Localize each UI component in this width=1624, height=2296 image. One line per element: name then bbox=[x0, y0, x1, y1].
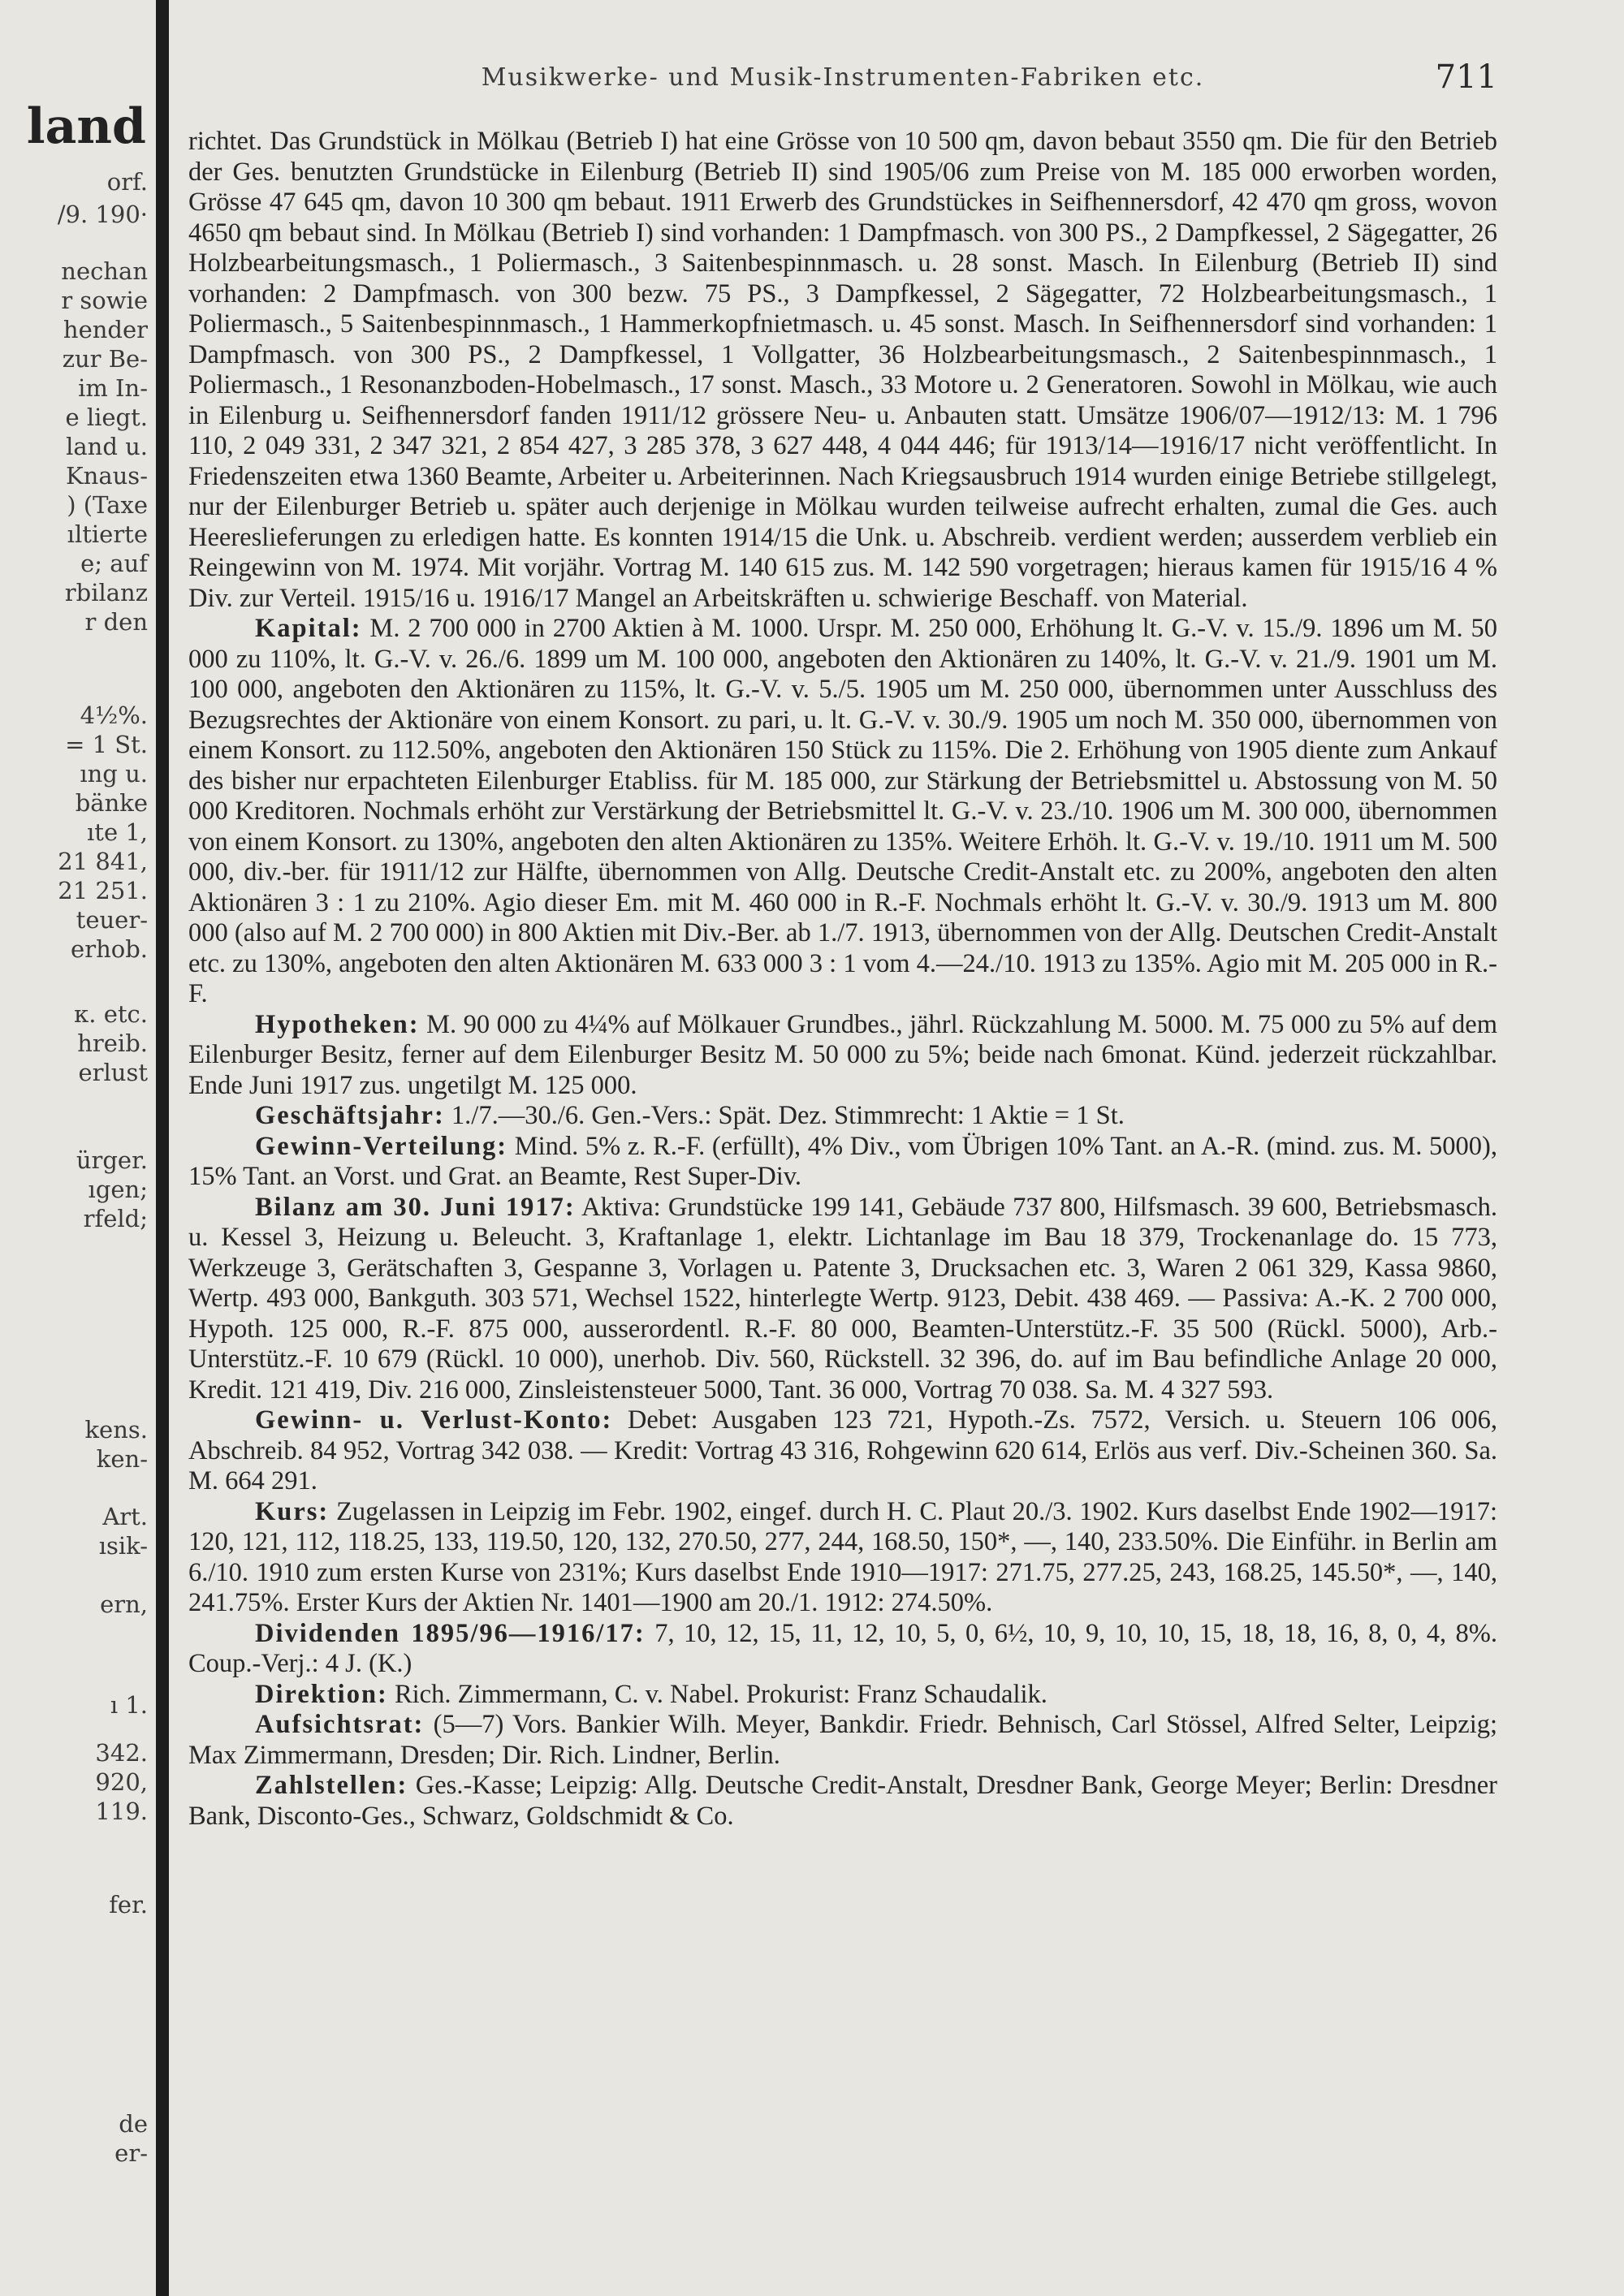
section-label: Direktion: bbox=[255, 1679, 388, 1709]
margin-fragment: rfeld; bbox=[83, 1205, 148, 1232]
margin-fragment: r den bbox=[84, 608, 148, 636]
section-text: Aktiva: Grundstücke 199 141, Gebäude 737 800, Hilfsmasch. 39 600, Betriebsmasch. u. Kessel 3, Heizung u. Beleucht. 3, Kraftanlage 1, elektr. Lichtanlage im Bau 18 379, Trockenanlage do. 15 773, Werkzeuge 3, Gerätschaften 3, Gespanne 3, Vorlagen u. Patente 3, Drucksachen etc. 3, Waren 2 061 329, Kassa 9860, Wertp. 493 000, Bankguth. 303 571, Wechsel 1522, hinterlegte Wertp. 9123, Debit. 438 469. — Passiva: A.-K. 2 700 000, Hypoth. 125 000, R.-F. 875 000, ausserordentl. R.-F. 80 000, Beamten-Unterstütz.-F. 35 500 (Rückl. 5000), Arb.-Unterstütz.-F. 10 679 (Rückl. 10 000), unerhob. Div. 560, Rückstell. 32 396, do. auf im Bau befindliche Anlage 20 000, Kredit. 121 419, Div. 216 000, Zinsleistensteuer 5000, Tant. 36 000, Vortrag 70 038. Sa. M. 4 327 593. bbox=[188, 1192, 1497, 1405]
margin-fragment: ern, bbox=[100, 1590, 148, 1618]
margin-fragment: e; auf bbox=[80, 550, 148, 577]
margin-fragment: ıng u. bbox=[80, 760, 148, 788]
entry-paragraph bbox=[188, 1771, 1497, 1832]
section-label: Gewinn-Verteilung: bbox=[255, 1131, 508, 1161]
margin-fragment: r sowie bbox=[61, 287, 148, 314]
section-text: Mind. 5% z. R.-F. (erfüllt), 4% Div., vom Übrigen 10% Tant. an A.-R. (mind. zus. M. 5000), 15% Tant. an Vorst. und Grat. an Beamte, Rest Super-Div. bbox=[188, 1131, 1498, 1191]
entry-paragraph bbox=[188, 1680, 1497, 1711]
margin-fragment: 4½%. bbox=[80, 701, 148, 729]
margin-fragment: nechan bbox=[61, 257, 148, 285]
entry-paragraph bbox=[188, 1193, 1497, 1406]
section-text: 1./7.—30./6. Gen.-Vers.: Spät. Dez. Stimmrecht: 1 Aktie = 1 St. bbox=[451, 1101, 1125, 1130]
margin-fragment: land bbox=[26, 98, 146, 155]
page-header bbox=[188, 58, 1497, 104]
margin-fragment: 342. bbox=[95, 1739, 148, 1767]
section-text: Debet: Ausgaben 123 721, Hypoth.-Zs. 7572, Versich. u. Steuern 106 006, Abschreib. 84 952, Vortrag 342 038. — Kredit: Vortrag 43 316, Rohgewinn 620 614, Erlös aus verf. Div.-Scheinen 360. Sa. M. 664 291. bbox=[188, 1405, 1497, 1495]
margin-fragment: Art. bbox=[102, 1503, 148, 1530]
margin-fragment: orf. bbox=[106, 168, 148, 196]
margin-fragment: bänke bbox=[75, 789, 148, 817]
margin-fragment: erlust bbox=[78, 1059, 148, 1086]
section-text: richtet. Das Grundstück in Mölkau (Betrieb I) hat eine Grösse von 10 500 qm, davon bebaut 3550 qm. Die für den Betrieb der Ges. benutzten Grundstücke in Eilenburg (Betrieb II) sind 1905/06 zum Preise von M. 185 000 erworben worden, Grösse 47 645 qm, davon 10 300 qm bebaut. 1911 Erwerb des Grundstückes in Seifhennersdorf, 42 470 qm gross, wovon 4650 qm bebaut sind. In Mölkau (Betrieb I) sind vorhanden: 1 Dampfmasch. von 300 PS., 2 Dampfkessel, 2 Sägegatter, 26 Holzbearbeitungsmasch., 1 Poliermasch., 3 Saitenbespinnmasch. u. 28 sonst. Masch. In Eilenburg (Betrieb II) sind vorhanden: 2 Dampfmasch. von 300 bezw. 75 PS., 3 Dampfkessel, 2 Sägegatter, 72 Holzbearbeitungsmasch., 1 Poliermasch., 5 Saitenbespinnmasch., 1 Hammerkopfnietmasch. u. 45 sonst. Masch. In Seifhennersdorf sind vorhanden: 1 Dampfmasch. von 300 PS., 2 Dampfkessel, 1 Vollgatter, 36 Holzbearbeitungsmasch., 2 Saitenbespinnmasch., 1 Poliermasch., 1 Resonanzboden-Hobelmasch., 17 sonst. Masch., 33 Motore u. 2 Generatoren. Sowohl in Mölkau, wie auch in Eilenburg u. Seifhennersdorf fanden 1911/12 grössere Neu- u. Anbauten statt. Umsätze 1906/07—1912/13: M. 1 796 110, 2 049 331, 2 347 321, 2 854 427, 3 285 378, 3 627 448, 4 044 446; für 1913/14—1916/17 nicht veröffentlicht. In Friedenszeiten etwa 1360 Beamte, Arbeiter u. Arbeiterinnen. Nach Kriegsausbruch 1914 wurden einige Betriebe stillgelegt, nur der Eilenburger Betrieb u. später auch derjenige in Mölkau wurden teilweise aufrecht erhalten, zumal die Ges. auch Heereslieferungen zu erledigen hatte. Es konnten 1914/15 die Unk. u. Abschreib. verdient werden; ausserdem verblieb ein Reingewinn von M. 1974. Mit vorjähr. Vortrag M. 140 615 zus. M. 142 590 vorgetragen; hieraus kamen für 1915/16 4 % Div. zur Verteil. 1915/16 u. 1916/17 Mangel an Arbeitskräften u. schwierige Beschaff. von Material. bbox=[188, 127, 1497, 613]
margin-fragment: im In- bbox=[78, 374, 148, 402]
entry-paragraph bbox=[188, 1132, 1497, 1193]
margin-fragment: ürger. bbox=[76, 1146, 148, 1174]
margin-fragment: fer. bbox=[109, 1891, 148, 1918]
entry-paragraph bbox=[188, 1405, 1497, 1497]
margin-fragment: ıgen; bbox=[88, 1176, 148, 1203]
section-label: Dividenden 1895/96—1916/17: bbox=[255, 1618, 646, 1648]
margin-fragment: 920, bbox=[95, 1768, 148, 1796]
margin-fragment: hreib. bbox=[77, 1029, 148, 1057]
adjacent-page-fragment bbox=[0, 0, 151, 2296]
margin-fragment: κ. etc. bbox=[74, 1000, 148, 1028]
margin-fragment: land u. bbox=[66, 433, 148, 460]
margin-fragment: ıltierte bbox=[67, 520, 148, 548]
margin-fragment: kens. bbox=[84, 1416, 148, 1444]
company-entry-body bbox=[188, 127, 1497, 1832]
margin-fragment: erhob. bbox=[71, 935, 148, 963]
section-text: M. 2 700 000 in 2700 Aktien à M. 1000. Urspr. M. 250 000, Erhöhung lt. G.-V. v. 15./9. 1896 um M. 50 000 zu 110%, lt. G.-V. v. 26./6. 1899 um M. 100 000, angeboten den Aktionären zu 140%, lt. G.-V. v. 21./9. 1901 um M. 100 000, angeboten den Aktionären zu 115%, lt. G.-V. v. 5./5. 1905 um M. 250 000, übernommen unter Ausschluss des Bezugsrechtes der Aktionäre von einem Konsort. zu pari, u. lt. G.-V. v. 30./9. 1905 um noch M. 350 000, übernommen von einem Konsort. zu 112.50%, angeboten den Aktionären 150 Stück zu 115%. Die 2. Erhöhung von 1905 diente zum Ankauf des bisher nur erpachteten Eilenburger Etabliss. für M. 185 000, zur Stärkung der Betriebsmittel u. Abstossung von M. 50 000 Kreditoren. Nochmals erhöht zur Verstärkung der Betriebsmittel lt. G.-V. v. 23./10. 1906 um M. 300 000, übernommen von einem Konsort. zu 130%, angeboten den alten Aktionären zu 135%. Weitere Erhöh. lt. G.-V. v. 19./10. 1911 um M. 500 000, div.-ber. für 1911/12 zur Hälfte, übernommen von Allg. Deutsche Credit-Anstalt etc. zu 200%, angeboten den alten Aktionären 3 : 1 zu 210%. Agio dieser Em. mit M. 460 000 in R.-F. Nochmals erhöht lt. G.-V. v. 30./9. 1913 um M. 800 000 (also auf M. 2 700 000) in 800 Aktien mit Div.-Ber. ab 1./7. 1913, übernommen von der Allg. Deutschen Credit-Anstalt etc. zu 130%, angeboten den alten Aktionären M. 633 000 3 : 1 vom 4.—24./10. 1913 zu 135%. Agio mit M. 205 000 in R.-F. bbox=[188, 614, 1498, 1008]
margin-fragment: = 1 St. bbox=[65, 731, 148, 758]
entry-paragraph bbox=[188, 1710, 1497, 1771]
section-label: Hypotheken: bbox=[255, 1009, 420, 1039]
entry-paragraph bbox=[188, 1010, 1497, 1102]
entry-paragraph bbox=[188, 614, 1497, 1010]
section-text: 7, 10, 12, 15, 11, 12, 10, 5, 0, 6½, 10, 9, 10, 10, 15, 18, 18, 16, 8, 0, 4, 8%. Coup.-Verj.: 4 J. (K.) bbox=[188, 1618, 1498, 1678]
section-text: Zugelassen in Leipzig im Febr. 1902, eingef. durch H. C. Plaut 20./3. 1902. Kurs daselbst Ende 1902—1917: 120, 121, 112, 118.25, 133, 119.50, 120, 132, 270.50, 277, 244, 168.50, 150*, —, 140, 233.50%. Die Einführ. in Berlin am 6./10. 1910 zum ersten Kurse von 231%; Kurs daselbst Ende 1910—1917: 271.75, 277.25, 243, 168.25, 145.50*, —, 140, 241.75%. Erster Kurs der Aktien Nr. 1401—1900 am 20./1. 1912: 274.50%. bbox=[188, 1496, 1497, 1617]
section-text: Ges.-Kasse; Leipzig: Allg. Deutsche Credit-Anstalt, Dresdner Bank, George Meyer; Berlin: Dresdner Bank, Disconto-Ges., Schwarz, Goldschmidt & Co. bbox=[188, 1771, 1498, 1831]
margin-fragment: ken- bbox=[96, 1445, 148, 1473]
page-number: 711 bbox=[1435, 58, 1497, 96]
section-label: Bilanz am 30. Juni 1917: bbox=[255, 1192, 576, 1222]
section-label: Aufsichtsrat: bbox=[255, 1710, 425, 1739]
section-text: (5—7) Vors. Bankier Wilh. Meyer, Bankdir. Friedr. Behnisch, Carl Stössel, Alfred Selter, Leipzig; Max Zimmermann, Dresden; Dir. Rich. Lindner, Berlin. bbox=[188, 1710, 1498, 1770]
margin-fragment: ısik- bbox=[98, 1532, 148, 1560]
section-text: Rich. Zimmermann, C. v. Nabel. Prokurist: Franz Schaudalik. bbox=[394, 1679, 1047, 1709]
margin-fragment: ıte 1, bbox=[87, 818, 148, 846]
margin-fragment: ) (Taxe bbox=[67, 491, 148, 519]
entry-paragraph bbox=[188, 127, 1497, 614]
margin-fragment: er- bbox=[114, 2139, 148, 2167]
margin-fragment: /9. 190· bbox=[57, 201, 148, 228]
margin-fragment: e liegt. bbox=[65, 404, 148, 431]
margin-fragment: teuer- bbox=[76, 906, 148, 934]
section-label: Zahlstellen: bbox=[255, 1771, 408, 1800]
section-label: Geschäftsjahr: bbox=[255, 1101, 445, 1130]
entry-paragraph bbox=[188, 1619, 1497, 1680]
section-label: Kurs: bbox=[255, 1496, 330, 1526]
gutter-rule bbox=[156, 0, 169, 2296]
entry-paragraph bbox=[188, 1497, 1497, 1619]
section-label: Kapital: bbox=[255, 614, 362, 643]
margin-fragment: rbilanz bbox=[64, 579, 148, 606]
margin-fragment: hender bbox=[63, 316, 148, 343]
section-text: M. 90 000 zu 4¼% auf Mölkauer Grundbes., jährl. Rückzahlung M. 5000. M. 75 000 zu 5% auf dem Eilenburger Besitz, ferner auf dem Eilenburger Besitz M. 50 000 zu 5%; beide nach 6monat. Künd. jederzeit rückzahlbar. Ende Juni 1917 zus. ungetilgt M. 125 000. bbox=[188, 1009, 1497, 1100]
margin-fragment: ı 1. bbox=[110, 1691, 148, 1719]
running-head: Musikwerke- und Musik-Instrumenten-Fabriken etc. bbox=[481, 63, 1205, 92]
section-label: Gewinn- u. Verlust-Konto: bbox=[255, 1405, 613, 1435]
margin-fragment: 119. bbox=[95, 1798, 148, 1825]
margin-fragment: 21 251. bbox=[58, 877, 148, 904]
margin-fragment: de bbox=[119, 2110, 148, 2138]
margin-fragment: zur Be- bbox=[62, 345, 148, 373]
margin-fragment: 21 841, bbox=[58, 848, 148, 875]
margin-fragment: Knaus- bbox=[66, 462, 148, 490]
entry-paragraph bbox=[188, 1101, 1497, 1132]
